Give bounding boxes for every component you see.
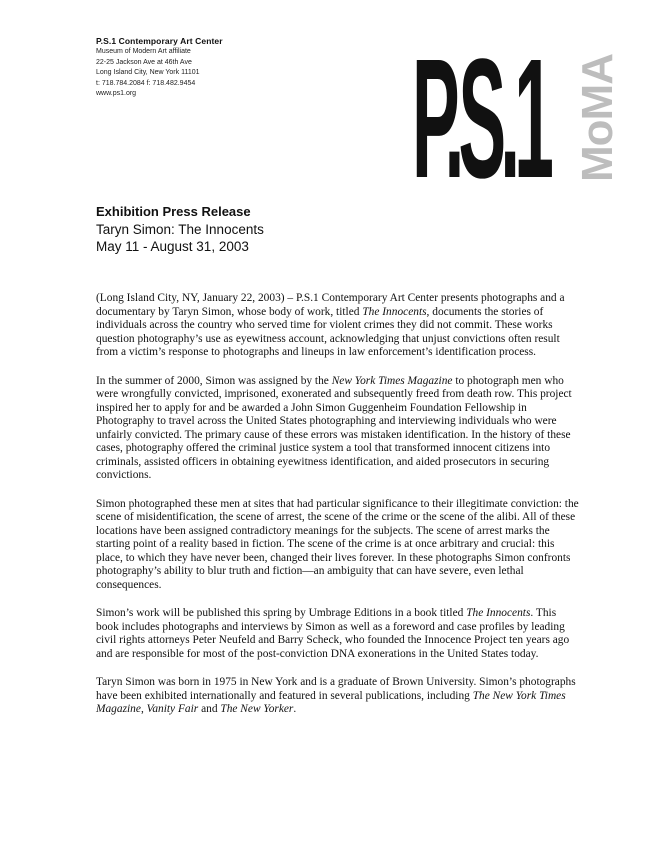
- text-run: to photograph men who were wrongfully convicted, imprisoned, exonerated and subsequently freed from death row. This project inspired her to apply for and be awarded a John Simon Guggenheim Foundation Fellowship in Photography to travel across the United States photographing and interviewing individuals who were unfairly convicted. The primary cause of these errors was mistaken identification. In the history of these cases, photography offered the criminal justice system a tool that transformed innocent citizens into criminals, assisted officers in obtaining eyewitness identification, and aided prosecutors in securing convictions.: [96, 374, 572, 481]
- paragraph-biography: [96, 676, 580, 717]
- letterhead: [96, 36, 223, 100]
- affiliate-line: Museum of Modern Art affiliate: [96, 48, 191, 55]
- italic-title-run: New York Times Magazine: [331, 374, 453, 387]
- exhibition-title: Taryn Simon: The Innocents: [96, 222, 264, 237]
- text-run: , documents the stories of individuals across the country who served time for violent crimes they did not commit. These works question photography’s use as eyewitness account, acknowledging that unjust convictions often result from a victim’s response to photographs and lineups in law enforcement’s identification process.: [96, 305, 560, 358]
- city-address: Long Island City, New York 11101: [96, 69, 200, 76]
- text-run: .: [293, 703, 297, 715]
- release-header: [96, 204, 264, 255]
- moma-logo: [573, 38, 622, 198]
- italic-title-run: Vanity Fair: [146, 703, 199, 715]
- text-run: Simon’s work will be published this spring by Umbrage Editions in a book titled: [96, 607, 467, 619]
- italic-title-run: The New York Times Magazine: [96, 689, 566, 715]
- italic-title-run: The Innocents: [466, 607, 531, 619]
- paragraph-intro: [96, 292, 580, 360]
- text-run: (Long Island City, NY, January 22, 2003) – P.S.1 Contemporary Art Center presents photographs and a documentary by Taryn Simon, whose body of work, titled: [96, 292, 565, 318]
- text-run: . This book includes photographs and interviews by Simon as well as a foreword and case profiles by leading civil rights attorneys Peter Neufeld and Barry Scheck, who founded the Innocence Project ten years ago and are responsible for most of the post-conviction DNA exonerations in the United States today.: [96, 607, 570, 660]
- phone-fax: t: 718.784.2084 f: 718.482.9454: [96, 79, 196, 87]
- exhibition-dates: May 11 - August 31, 2003: [96, 239, 249, 254]
- paragraph-book: [96, 607, 580, 661]
- release-label: Exhibition Press Release: [96, 204, 251, 219]
- ps1-logo-text: P.S.1: [412, 24, 549, 214]
- text-run: Taryn Simon was born in 1975 in New York and is a graduate of Brown University. Simon’s photographs have been exhibited internationally and featured in several publications, including: [96, 676, 576, 702]
- paragraph-sites: [96, 498, 580, 593]
- text-run: and: [198, 703, 221, 715]
- italic-title-run: The New Yorker: [220, 703, 294, 715]
- paragraph-background: [96, 375, 580, 483]
- text-run: ,: [140, 703, 147, 715]
- street-address: 22-25 Jackson Ave at 46th Ave: [96, 58, 192, 66]
- moma-logo-text: MoMA: [573, 54, 622, 182]
- ps1-moma-logo: [412, 24, 622, 214]
- text-run: Simon photographed these men at sites that had particular significance to their illegitimate conviction: the scene of misidentification, the scene of arrest, the scene of the crime or the scene of the alibi. All of these locations have been assigned contradictory meanings for the subjects. The scene of arrest marks the starting point of a reality based in fiction. The scene of the crime is at once arbitrary and crucial: this place, to which they have never been, changed their lives forever. In these photographs Simon confronts photography’s ability to blur truth and fiction—an ambiguity that can have severe, even lethal consequences.: [96, 497, 579, 591]
- press-release-body: [96, 292, 580, 732]
- italic-title-run: The Innocents: [362, 305, 427, 318]
- organization-name: P.S.1 Contemporary Art Center: [96, 36, 223, 46]
- text-run: In the summer of 2000, Simon was assigned by the: [96, 374, 332, 387]
- website: www.ps1.org: [96, 90, 137, 97]
